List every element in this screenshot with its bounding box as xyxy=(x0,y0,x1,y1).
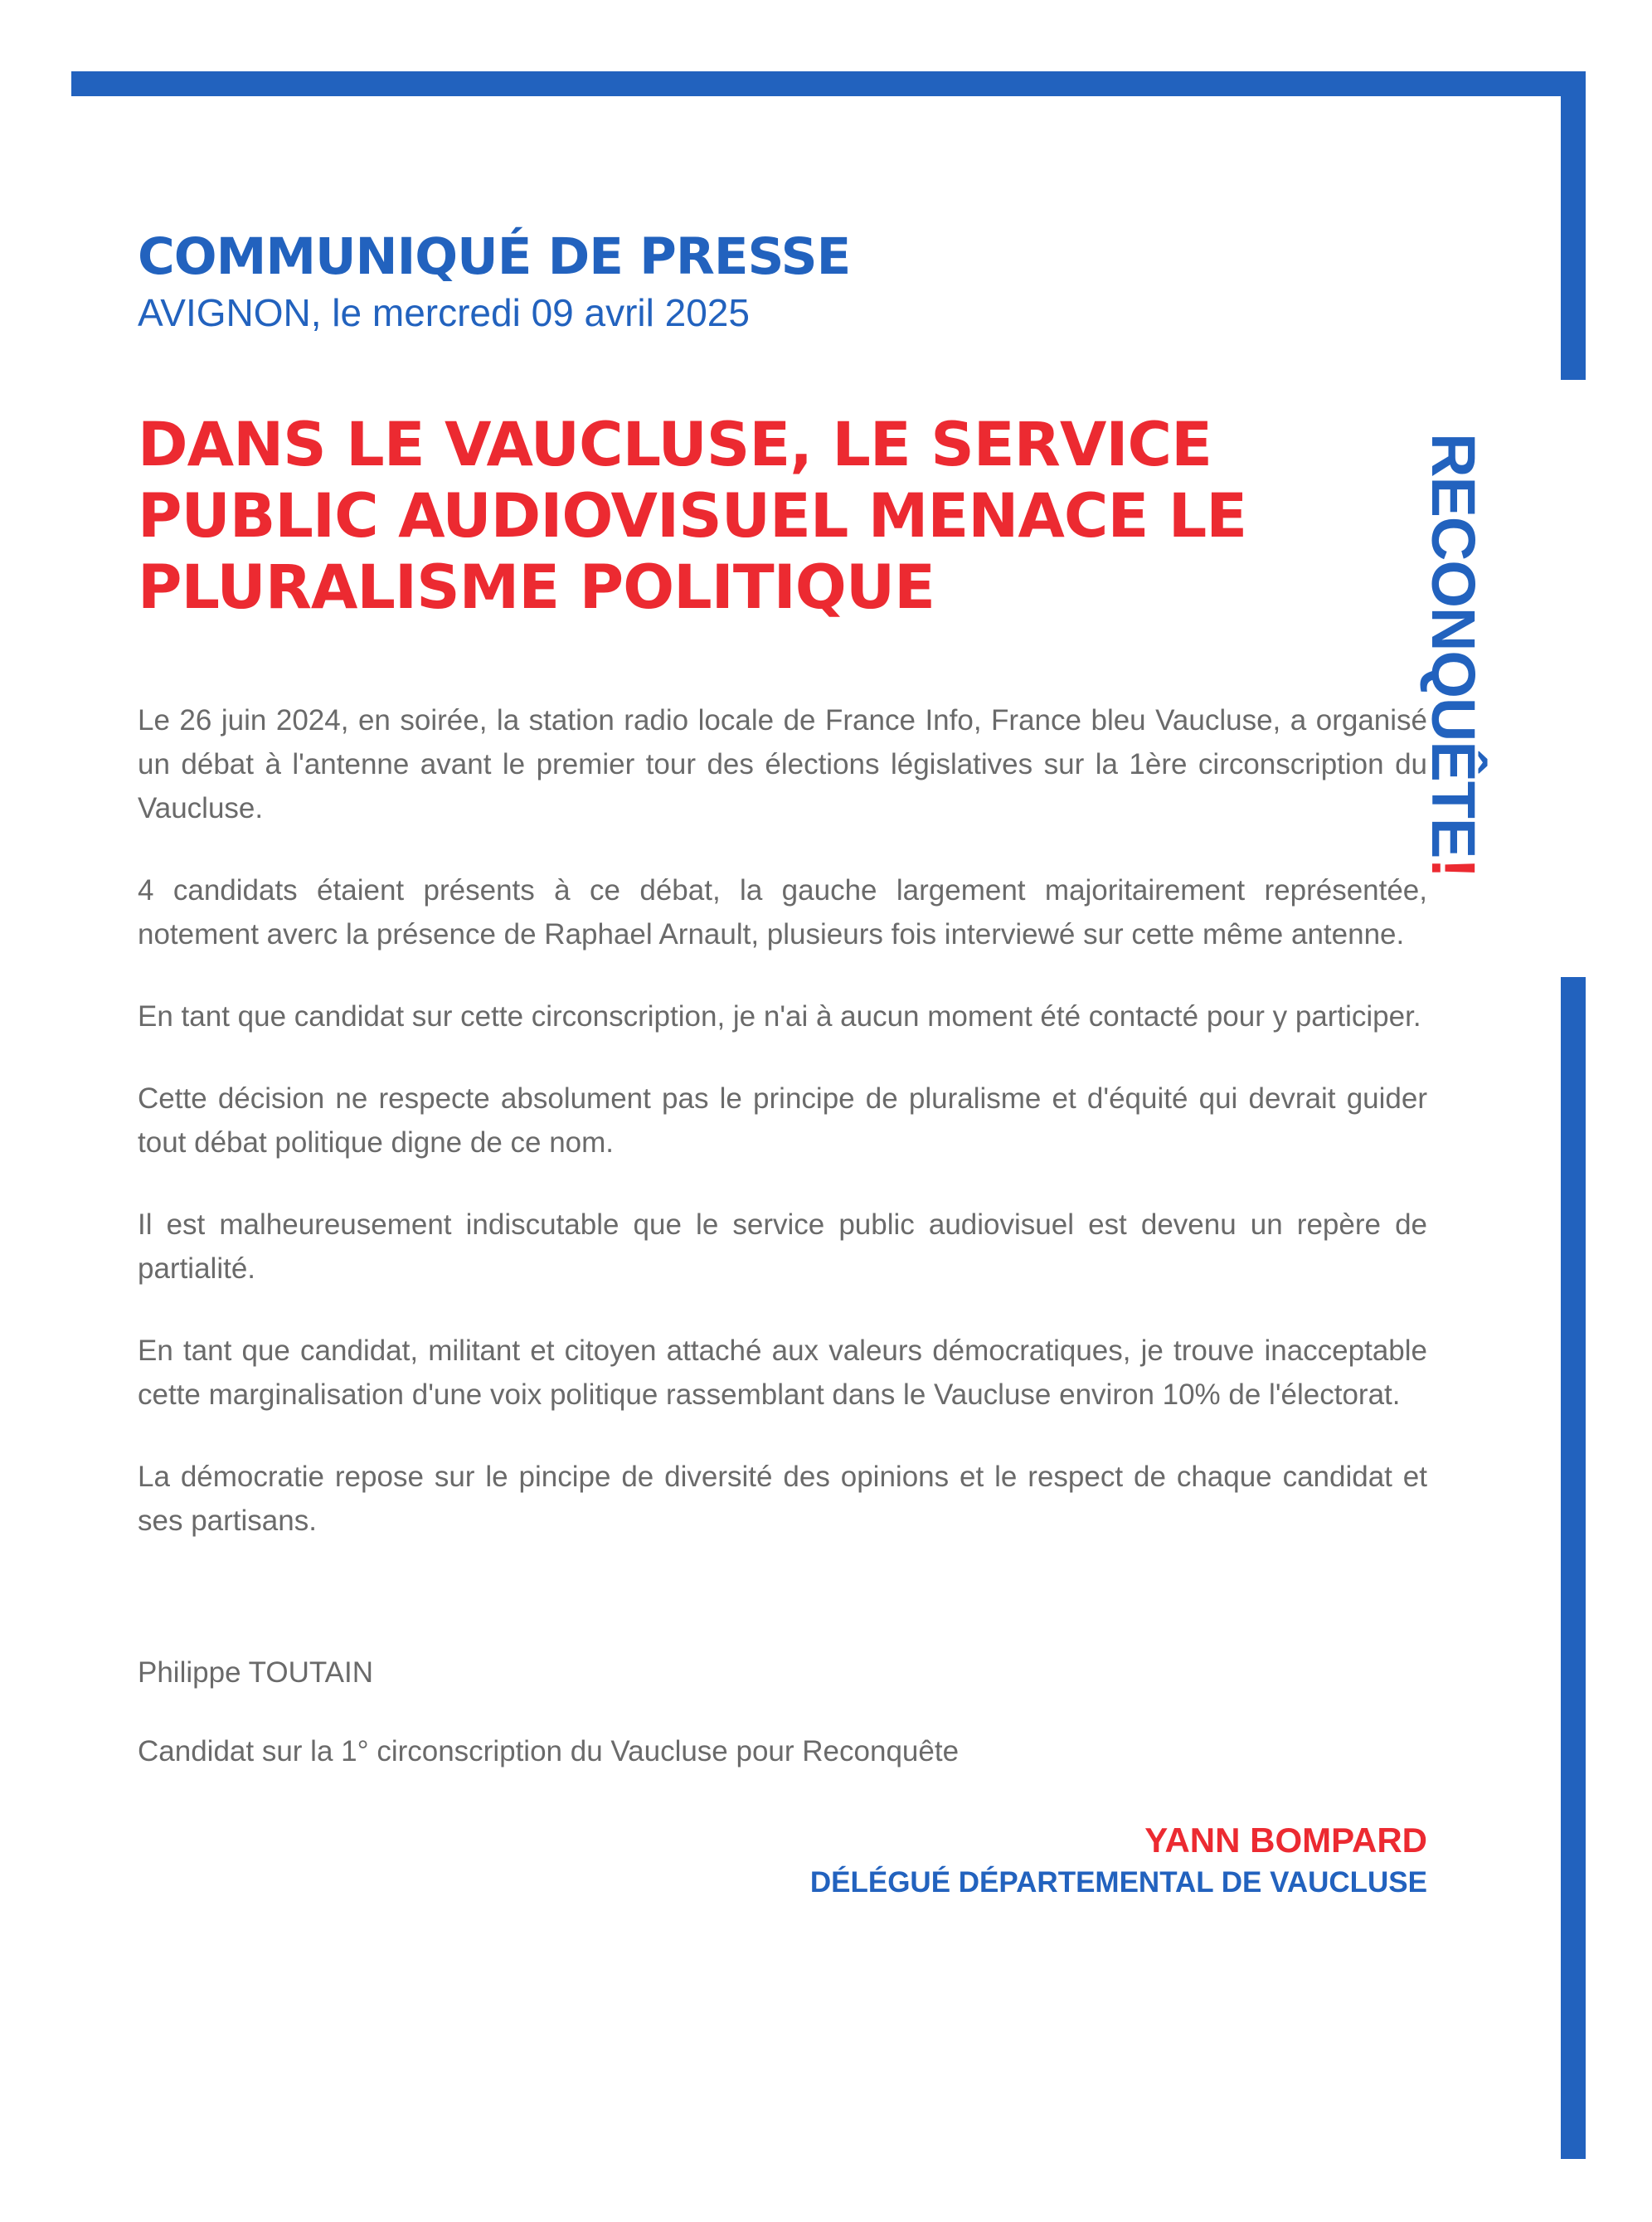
body-paragraph: Le 26 juin 2024, en soirée, la station radio locale de France Info, France bleu Vaucluse, a organisé un débat à l'antenne avant le premier tour des élections législatives sur la 1ère circonscription du Vaucluse. xyxy=(138,704,1427,824)
body-paragraph: La démocratie repose sur le pincipe de diversité des opinions et le respect de chaque candidat et ses partisans. xyxy=(138,1461,1427,1537)
page-title: DANS LE VAUCLUSE, LE SERVICE PUBLIC AUDIOVISUEL MENACE LE PLURALISME POLITIQUE xyxy=(138,410,1247,623)
brand-wordmark xyxy=(1419,433,1488,878)
signatory-role: Candidat sur la 1° circonscription du Vaucluse pour Reconquête xyxy=(138,1735,960,1767)
delegate-block xyxy=(138,1818,1427,1903)
frame-top-bar xyxy=(71,71,1586,96)
body-paragraph: 4 candidats étaient présents à ce débat, la gauche largement majoritairement représentée, notement averc la présence de Raphael Arnault, plusieurs fois interviewé sur cette même antenne. xyxy=(138,874,1427,951)
body-text xyxy=(138,698,1427,1543)
body-paragraph: En tant que candidat sur cette circonscription, je n'ai à aucun moment été contacté pour y participer. xyxy=(138,1000,1421,1033)
press-release xyxy=(138,226,1427,1903)
signatory-name: Philippe TOUTAIN xyxy=(138,1656,373,1689)
location-date: AVIGNON, le mercredi 09 avril 2025 xyxy=(138,291,750,334)
signature-block xyxy=(138,1651,1427,1773)
delegate-name: YANN BOMPARD xyxy=(1144,1821,1427,1860)
body-paragraph: En tant que candidat, militant et citoyen attaché aux valeurs démocratiques, je trouve inacceptable cette marginalisation d'une voix politique rassemblant dans le Vaucluse environ 10% de l'électorat. xyxy=(138,1335,1427,1411)
delegate-title: DÉLÉGUÉ DÉPARTEMENTAL DE VAUCLUSE xyxy=(809,1866,1427,1899)
document-type: COMMUNIQUÉ DE PRESSE xyxy=(138,227,851,286)
body-paragraph: Cette décision ne respecte absolument pas le principe de pluralisme et d'équité qui devrait guider tout débat politique digne de ce nom. xyxy=(138,1082,1427,1159)
press-release-header xyxy=(138,226,1427,337)
frame-right-bar-upper xyxy=(1561,71,1586,380)
brand-wordmark-text: RECONQUÊTE xyxy=(1419,433,1488,858)
frame-right-bar-lower xyxy=(1561,977,1586,2159)
body-paragraph: Il est malheureusement indiscutable que le service public audiovisuel est devenu un repère de partialité. xyxy=(138,1208,1427,1285)
brand-exclamation: ! xyxy=(1419,858,1488,878)
